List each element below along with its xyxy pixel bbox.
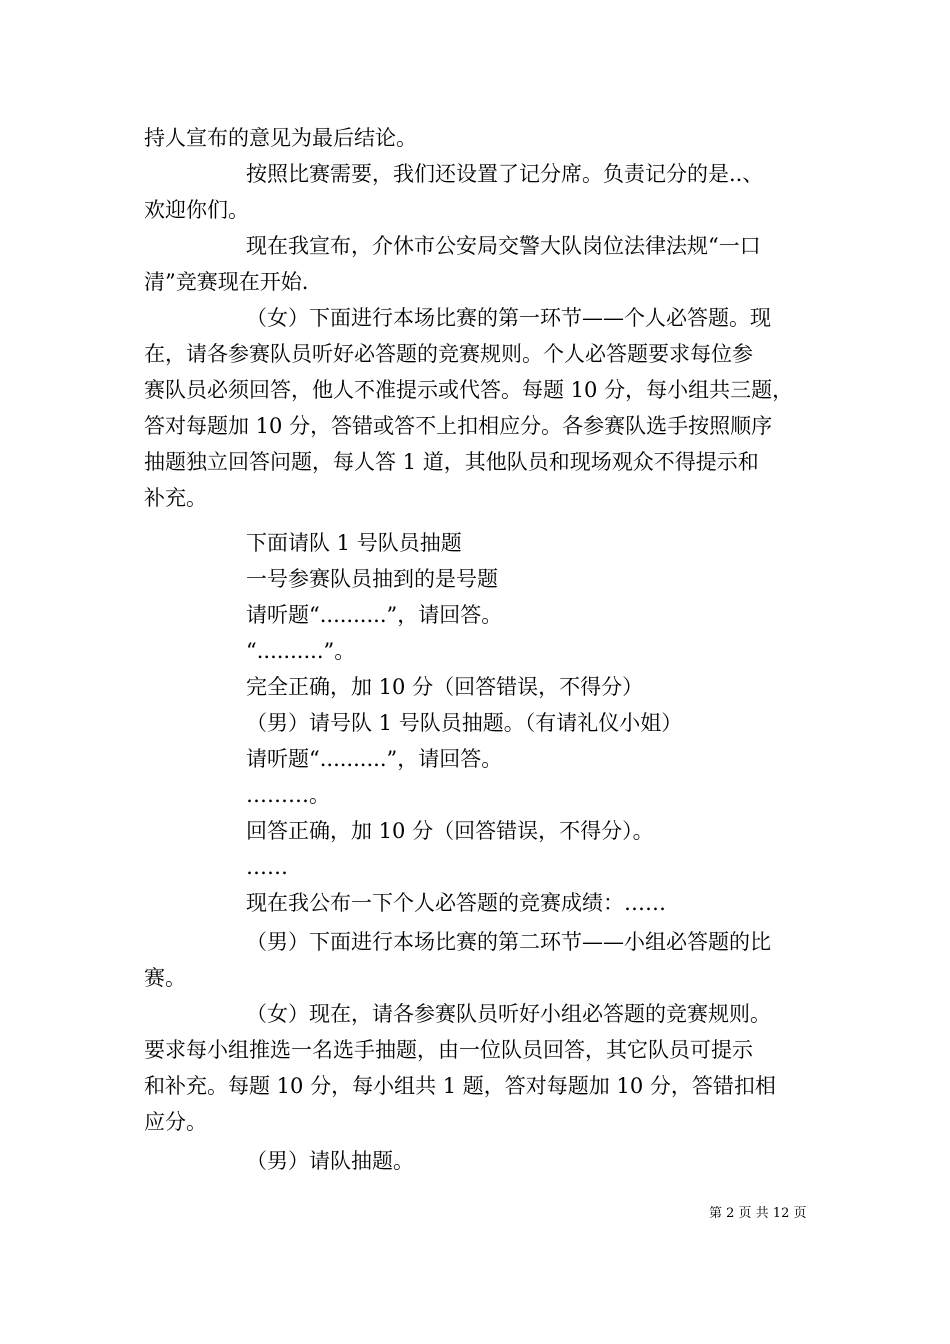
page-number: 第 2 页 共 12 页 [709,1206,807,1221]
text-line: 赛队员必须回答，他人不准提示或代答。每题 10 分，每小组共三题， [144,378,794,402]
text-line: 赛。 [144,966,186,990]
text-line: 答对每题加 10 分，答错或答不上扣相应分。各参赛队选手按照顺序 [144,414,773,438]
text-line: 完全正确，加 10 分（回答错误，不得分） [246,675,644,699]
text-line: 和补充。每题 10 分，每小组共 1 题，答对每题加 10 分，答错扣相 [144,1074,776,1098]
text-line: 要求每小组推选一名选手抽题，由一位队员回答，其它队员可提示 [144,1038,753,1062]
text-line: 下面请队 1 号队员抽题 [246,531,462,555]
text-line: 请听题“..........”，请回答。 [246,603,503,627]
text-line: （男）请号队 1 号队员抽题。（有请礼仪小姐） [246,711,683,735]
text-line: 抽题独立回答问题，每人答 1 道，其他队员和现场观众不得提示和 [144,450,759,474]
text-line: 补充。 [144,486,207,510]
text-line: （女）现在，请各参赛队员听好小组必答题的竞赛规则。 [246,1002,771,1026]
text-line: 欢迎你们。 [144,198,249,222]
text-line: 一号参赛队员抽到的是号题 [246,567,498,591]
text-line: 请听题“..........”，请回答。 [246,747,503,771]
text-line: 回答正确，加 10 分（回答错误，不得分）。 [246,819,654,843]
text-line: 在，请各参赛队员听好必答题的竞赛规则。个人必答题要求每位参 [144,342,753,366]
text-line: ………。 [246,783,330,807]
text-line: 按照比赛需要，我们还设置了记分席。负责记分的是..、 [246,162,764,186]
text-line: （女）下面进行本场比赛的第一环节——个人必答题。现 [246,306,771,330]
text-line: （男）下面进行本场比赛的第二环节——小组必答题的比 [246,930,771,954]
text-line: 应分。 [144,1110,207,1134]
text-line: …… [246,855,288,879]
text-line: “..........”。 [246,639,356,663]
text-line: 现在我公布一下个人必答题的竞赛成绩：…… [246,891,666,915]
text-line: 现在我宣布，介休市公安局交警大队岗位法律法规“一口 [246,234,761,258]
text-line: （男）请队抽题。 [246,1149,414,1173]
text-line: 持人宣布的意见为最后结论。 [144,126,417,150]
text-line: 清”竞赛现在开始. [144,270,309,294]
